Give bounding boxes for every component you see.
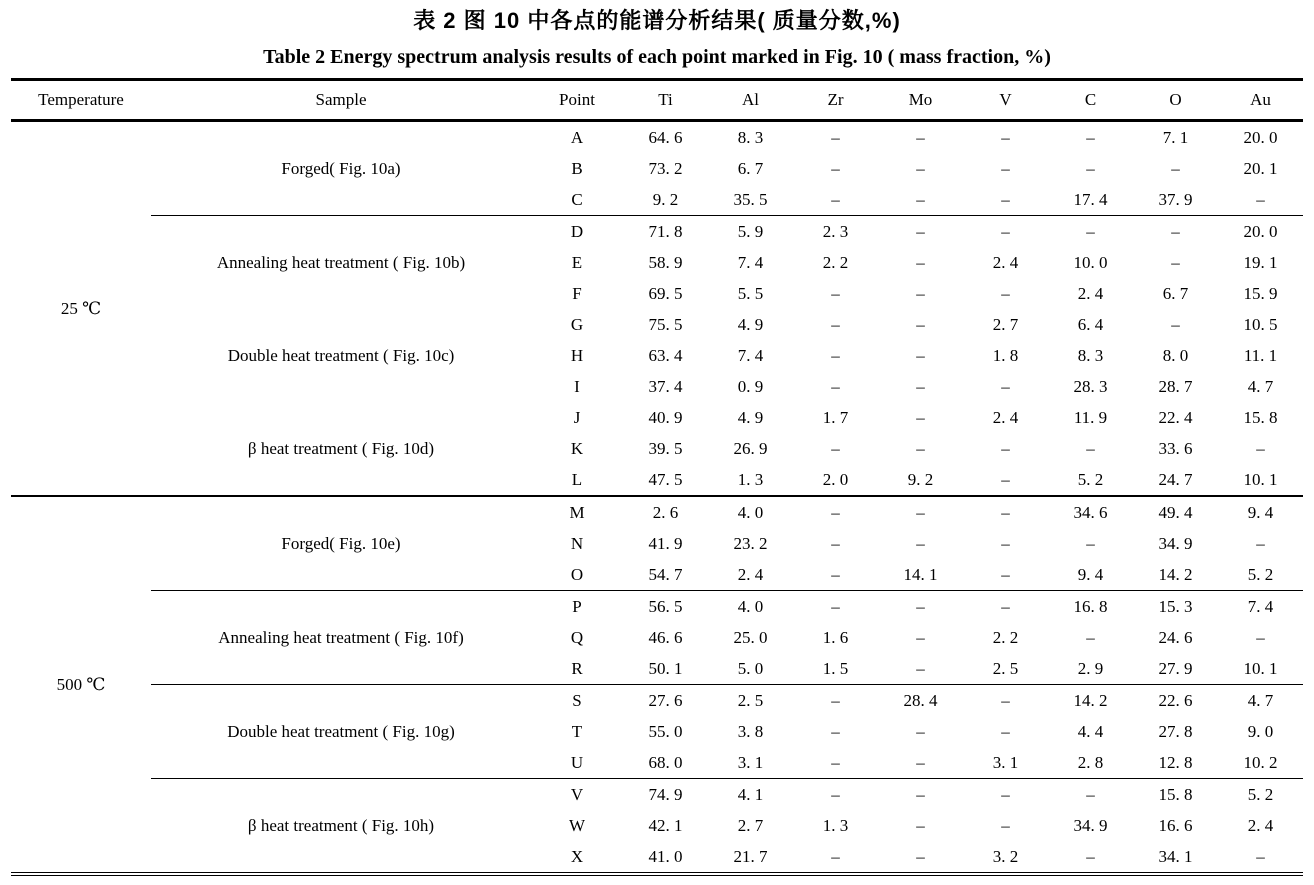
value-cell-v: – — [1001, 533, 1010, 553]
value-cell-ti: 40. 9 — [648, 407, 683, 427]
value-cell-al: 5. 5 — [737, 283, 764, 303]
value-cell-al: 4. 9 — [737, 314, 764, 334]
value-cell-ti: 74. 9 — [623, 779, 708, 811]
value-cell-c: – — [1086, 533, 1095, 553]
sample-cell: Forged( Fig. 10a) — [151, 121, 531, 216]
value-cell-au: 11. 1 — [1243, 345, 1278, 365]
value-cell-zr: – — [793, 685, 878, 717]
value-cell-c: 16. 8 — [1048, 591, 1133, 623]
table-row — [11, 216, 1303, 248]
value-cell-ti: 47. 5 — [648, 469, 683, 489]
value-cell-au: 5. 2 — [1247, 564, 1274, 584]
value-cell-ti: 37. 4 — [648, 376, 683, 396]
value-cell-au: 20. 0 — [1218, 216, 1303, 248]
value-cell-mo: 9. 2 — [907, 469, 934, 489]
point-cell: W — [568, 815, 586, 835]
col-header-zr: Zr — [793, 80, 878, 121]
value-cell-zr: 2. 0 — [822, 469, 849, 489]
point-cell: O — [570, 564, 584, 584]
table-caption-zh: 表 2 图 10 中各点的能谱分析结果( 质量分数,%) — [413, 8, 901, 33]
value-cell-zr: – — [831, 438, 840, 458]
point-cell: Q — [570, 627, 584, 647]
col-header-al: Al — [708, 80, 793, 121]
value-cell-o: 28. 7 — [1158, 376, 1193, 396]
sample-cell: Annealing heat treatment ( Fig. 10f) — [151, 591, 531, 685]
value-cell-ti: 69. 5 — [648, 283, 683, 303]
value-cell-v: – — [1001, 564, 1010, 584]
value-cell-ti: 75. 5 — [648, 314, 683, 334]
value-cell-al: 7. 4 — [737, 345, 764, 365]
value-cell-al: 21. 7 — [733, 846, 768, 866]
value-cell-ti: 27. 6 — [623, 685, 708, 717]
temperature-cell: 25 ℃ — [11, 121, 151, 497]
point-cell: G — [570, 314, 584, 334]
point-cell: R — [571, 658, 583, 678]
point-cell: F — [572, 283, 582, 303]
value-cell-c: 2. 9 — [1077, 658, 1104, 678]
value-cell-au: – — [1256, 189, 1265, 209]
table-caption-en: Table 2 Energy spectrum analysis results of each point marked in Fig. 10 ( mass fraction, %) — [263, 46, 1051, 68]
value-cell-zr: 1. 3 — [822, 815, 849, 835]
value-cell-o: 8. 0 — [1162, 345, 1189, 365]
value-cell-au: – — [1256, 438, 1265, 458]
value-cell-au: 5. 2 — [1218, 779, 1303, 811]
value-cell-mo: – — [916, 721, 925, 741]
value-cell-ti: 64. 6 — [623, 121, 708, 154]
value-cell-al: 5. 9 — [708, 216, 793, 248]
value-cell-au: 4. 7 — [1218, 685, 1303, 717]
value-cell-au: 7. 4 — [1218, 591, 1303, 623]
value-cell-v: – — [963, 216, 1048, 248]
value-cell-au: – — [1256, 533, 1265, 553]
value-cell-mo: – — [916, 752, 925, 772]
value-cell-zr: – — [831, 158, 840, 178]
value-cell-au: – — [1256, 846, 1265, 866]
value-cell-zr: – — [831, 345, 840, 365]
value-cell-au: 9. 4 — [1218, 496, 1303, 528]
value-cell-ti: 41. 9 — [648, 533, 683, 553]
table-row — [11, 496, 1303, 528]
point-cell: L — [571, 469, 583, 489]
value-cell-zr: 1. 5 — [822, 658, 849, 678]
value-cell-au: 20. 1 — [1243, 158, 1278, 178]
value-cell-ti: 68. 0 — [648, 752, 683, 772]
value-cell-c: 6. 4 — [1077, 314, 1104, 334]
value-cell-zr: – — [793, 591, 878, 623]
point-cell: J — [573, 407, 581, 427]
value-cell-au: 20. 0 — [1218, 121, 1303, 154]
temperature-cell: 500 ℃ — [11, 496, 151, 874]
value-cell-o: – — [1171, 252, 1180, 272]
value-cell-al: 0. 9 — [737, 376, 764, 396]
point-cell: X — [570, 846, 584, 866]
value-cell-zr: – — [831, 752, 840, 772]
value-cell-al: 26. 9 — [733, 438, 768, 458]
point-cell: V — [531, 779, 623, 811]
point-cell: P — [531, 591, 623, 623]
header-row — [11, 80, 1303, 121]
col-header-v: V — [963, 80, 1048, 121]
value-cell-c: 8. 3 — [1077, 345, 1104, 365]
value-cell-ti: 71. 8 — [623, 216, 708, 248]
col-header-o: O — [1133, 80, 1218, 121]
value-cell-v: 1. 8 — [992, 345, 1019, 365]
value-cell-au: 15. 9 — [1243, 283, 1278, 303]
value-cell-c: – — [1048, 216, 1133, 248]
col-header-temperature: Temperature — [11, 80, 151, 121]
value-cell-o: 34. 1 — [1158, 846, 1193, 866]
value-cell-ti: 2. 6 — [623, 496, 708, 528]
value-cell-o: 7. 1 — [1133, 121, 1218, 154]
value-cell-zr: – — [831, 376, 840, 396]
value-cell-al: 25. 0 — [733, 627, 768, 647]
value-cell-al: 4. 0 — [708, 496, 793, 528]
value-cell-zr: – — [831, 564, 840, 584]
value-cell-al: 1. 3 — [737, 469, 764, 489]
value-cell-al: 23. 2 — [733, 533, 768, 553]
value-cell-c: 9. 4 — [1077, 564, 1104, 584]
value-cell-o: 49. 4 — [1133, 496, 1218, 528]
value-cell-al: 2. 4 — [737, 564, 764, 584]
value-cell-c: – — [1086, 627, 1095, 647]
value-cell-zr: – — [793, 779, 878, 811]
value-cell-v: – — [1001, 283, 1010, 303]
value-cell-ti: 54. 7 — [648, 564, 683, 584]
value-cell-zr: – — [793, 496, 878, 528]
col-header-point: Point — [531, 80, 623, 121]
value-cell-zr: – — [793, 121, 878, 154]
sample-cell: β heat treatment ( Fig. 10d) — [247, 438, 435, 458]
value-cell-o: 34. 9 — [1158, 533, 1193, 553]
value-cell-ti: 9. 2 — [652, 189, 679, 209]
value-cell-o: – — [1171, 314, 1180, 334]
value-cell-ti: 39. 5 — [648, 438, 683, 458]
value-cell-c: 11. 9 — [1073, 407, 1108, 427]
value-cell-au: 4. 7 — [1247, 376, 1274, 396]
value-cell-al: 8. 3 — [708, 121, 793, 154]
sample-cell: Forged( Fig. 10e) — [151, 496, 531, 591]
point-cell: B — [571, 158, 583, 178]
point-cell: I — [574, 376, 580, 396]
value-cell-o: 37. 9 — [1158, 189, 1193, 209]
point-cell: T — [571, 721, 583, 741]
value-cell-c: 34. 9 — [1073, 815, 1108, 835]
value-cell-al: 5. 0 — [737, 658, 764, 678]
value-cell-o: – — [1133, 216, 1218, 248]
value-cell-ti: 50. 1 — [648, 658, 683, 678]
point-cell: D — [531, 216, 623, 248]
value-cell-ti: 63. 4 — [648, 345, 683, 365]
value-cell-o: 22. 6 — [1133, 685, 1218, 717]
point-cell: S — [531, 685, 623, 717]
value-cell-ti: 46. 6 — [648, 627, 683, 647]
value-cell-c: 10. 0 — [1073, 252, 1108, 272]
value-cell-v: – — [963, 685, 1048, 717]
point-cell: U — [570, 752, 584, 772]
value-cell-v: – — [1001, 438, 1010, 458]
point-cell: M — [531, 496, 623, 528]
value-cell-c: – — [1048, 779, 1133, 811]
value-cell-c: 2. 4 — [1077, 283, 1104, 303]
value-cell-c: – — [1086, 438, 1095, 458]
value-cell-v: 3. 2 — [992, 846, 1019, 866]
value-cell-o: 22. 4 — [1158, 407, 1193, 427]
value-cell-o: 33. 6 — [1158, 438, 1193, 458]
value-cell-c: – — [1086, 846, 1095, 866]
value-cell-v: – — [963, 779, 1048, 811]
value-cell-zr: – — [831, 533, 840, 553]
value-cell-au: 2. 4 — [1247, 815, 1274, 835]
value-cell-ti: 58. 9 — [648, 252, 683, 272]
value-cell-al: 6. 7 — [737, 158, 764, 178]
col-header-ti: Ti — [623, 80, 708, 121]
value-cell-v: – — [963, 496, 1048, 528]
value-cell-al: 4. 1 — [708, 779, 793, 811]
value-cell-au: – — [1256, 627, 1265, 647]
point-cell: H — [570, 345, 584, 365]
value-cell-c: – — [1048, 121, 1133, 154]
value-cell-v: 2. 2 — [992, 627, 1019, 647]
value-cell-o: 6. 7 — [1162, 283, 1189, 303]
value-cell-c: – — [1086, 158, 1095, 178]
value-cell-zr: – — [831, 314, 840, 334]
value-cell-mo: – — [916, 314, 925, 334]
value-cell-mo: – — [916, 189, 925, 209]
value-cell-ti: 55. 0 — [648, 721, 683, 741]
value-cell-mo: – — [878, 216, 963, 248]
value-cell-mo: – — [916, 627, 925, 647]
value-cell-c: 4. 4 — [1077, 721, 1104, 741]
value-cell-c: 14. 2 — [1048, 685, 1133, 717]
value-cell-c: 17. 4 — [1073, 189, 1108, 209]
value-cell-ti: 42. 1 — [648, 815, 683, 835]
value-cell-ti: 41. 0 — [648, 846, 683, 866]
value-cell-v: – — [1001, 815, 1010, 835]
value-cell-zr: – — [831, 283, 840, 303]
value-cell-mo: – — [916, 252, 925, 272]
sample-cell: Double heat treatment ( Fig. 10g) — [151, 685, 531, 779]
col-header-mo: Mo — [878, 80, 963, 121]
value-cell-au: 10. 5 — [1243, 314, 1278, 334]
table-row — [11, 591, 1303, 623]
value-cell-c: 28. 3 — [1073, 376, 1108, 396]
value-cell-al: 2. 5 — [708, 685, 793, 717]
value-cell-o: 16. 6 — [1158, 815, 1193, 835]
col-header-c: C — [1048, 80, 1133, 121]
value-cell-o: 15. 3 — [1133, 591, 1218, 623]
table-row — [11, 685, 1303, 717]
value-cell-zr: 2. 3 — [793, 216, 878, 248]
value-cell-v: – — [1001, 721, 1010, 741]
value-cell-c: 2. 8 — [1077, 752, 1104, 772]
value-cell-o: – — [1171, 158, 1180, 178]
value-cell-v: 3. 1 — [992, 752, 1019, 772]
value-cell-v: – — [1001, 469, 1010, 489]
value-cell-mo: – — [916, 815, 925, 835]
value-cell-zr: – — [831, 189, 840, 209]
value-cell-mo: – — [916, 658, 925, 678]
value-cell-mo: – — [916, 376, 925, 396]
value-cell-al: 7. 4 — [737, 252, 764, 272]
value-cell-mo: 28. 4 — [878, 685, 963, 717]
value-cell-o: 15. 8 — [1133, 779, 1218, 811]
value-cell-au: 10. 2 — [1243, 752, 1278, 772]
value-cell-v: – — [1001, 189, 1010, 209]
value-cell-v: – — [963, 591, 1048, 623]
value-cell-mo: – — [878, 121, 963, 154]
value-cell-mo: – — [916, 158, 925, 178]
value-cell-ti: 73. 2 — [648, 158, 683, 178]
point-cell: A — [531, 121, 623, 154]
value-cell-o: 24. 6 — [1158, 627, 1193, 647]
point-cell: N — [570, 533, 584, 553]
value-cell-mo: – — [878, 496, 963, 528]
value-cell-mo: – — [878, 591, 963, 623]
value-cell-mo: – — [916, 345, 925, 365]
col-header-au: Au — [1218, 80, 1303, 121]
value-cell-v: 2. 5 — [992, 658, 1019, 678]
value-cell-al: 4. 9 — [737, 407, 764, 427]
value-cell-v: – — [1001, 376, 1010, 396]
point-cell: C — [571, 189, 583, 209]
value-cell-ti: 56. 5 — [623, 591, 708, 623]
value-cell-o: 27. 8 — [1158, 721, 1193, 741]
point-cell: E — [571, 252, 583, 272]
value-cell-c: 5. 2 — [1077, 469, 1104, 489]
table-row — [11, 121, 1303, 154]
sample-cell: β heat treatment ( Fig. 10h) — [151, 779, 531, 875]
value-cell-zr: 1. 7 — [822, 407, 849, 427]
value-cell-al: 2. 7 — [737, 815, 764, 835]
value-cell-au: 10. 1 — [1243, 658, 1278, 678]
value-cell-v: – — [1001, 158, 1010, 178]
value-cell-mo: – — [916, 438, 925, 458]
value-cell-zr: 2. 2 — [822, 252, 849, 272]
value-cell-au: 9. 0 — [1247, 721, 1274, 741]
value-cell-v: 2. 4 — [992, 252, 1019, 272]
value-cell-al: 3. 8 — [737, 721, 764, 741]
value-cell-zr: – — [831, 721, 840, 741]
table-body — [11, 121, 1303, 875]
value-cell-mo: – — [878, 779, 963, 811]
value-cell-mo: – — [916, 533, 925, 553]
sample-cell: Double heat treatment ( Fig. 10c) — [227, 345, 455, 365]
value-cell-v: – — [963, 121, 1048, 154]
value-cell-al: 4. 0 — [708, 591, 793, 623]
value-cell-mo: – — [916, 283, 925, 303]
point-cell: K — [570, 438, 584, 458]
energy-spectrum-table — [11, 78, 1303, 876]
value-cell-c: 34. 6 — [1048, 496, 1133, 528]
col-header-sample: Sample — [151, 80, 531, 121]
value-cell-v: 2. 4 — [992, 407, 1019, 427]
value-cell-mo: – — [916, 407, 925, 427]
value-cell-au: 10. 1 — [1243, 469, 1278, 489]
value-cell-mo: 14. 1 — [903, 564, 938, 584]
sample-cell: Annealing heat treatment ( Fig. 10b) — [151, 216, 531, 310]
value-cell-al: 35. 5 — [733, 189, 768, 209]
value-cell-o: 27. 9 — [1158, 658, 1193, 678]
value-cell-o: 14. 2 — [1158, 564, 1193, 584]
value-cell-o: 12. 8 — [1158, 752, 1193, 772]
value-cell-zr: 1. 6 — [822, 627, 849, 647]
table-row — [11, 309, 1303, 340]
value-cell-o: 24. 7 — [1158, 469, 1193, 489]
value-cell-mo: – — [916, 846, 925, 866]
value-cell-zr: – — [831, 846, 840, 866]
table-row — [11, 779, 1303, 811]
value-cell-au: 15. 8 — [1243, 407, 1278, 427]
table-row — [11, 402, 1303, 433]
value-cell-v: 2. 7 — [992, 314, 1019, 334]
value-cell-al: 3. 1 — [737, 752, 764, 772]
value-cell-au: 19. 1 — [1243, 252, 1278, 272]
